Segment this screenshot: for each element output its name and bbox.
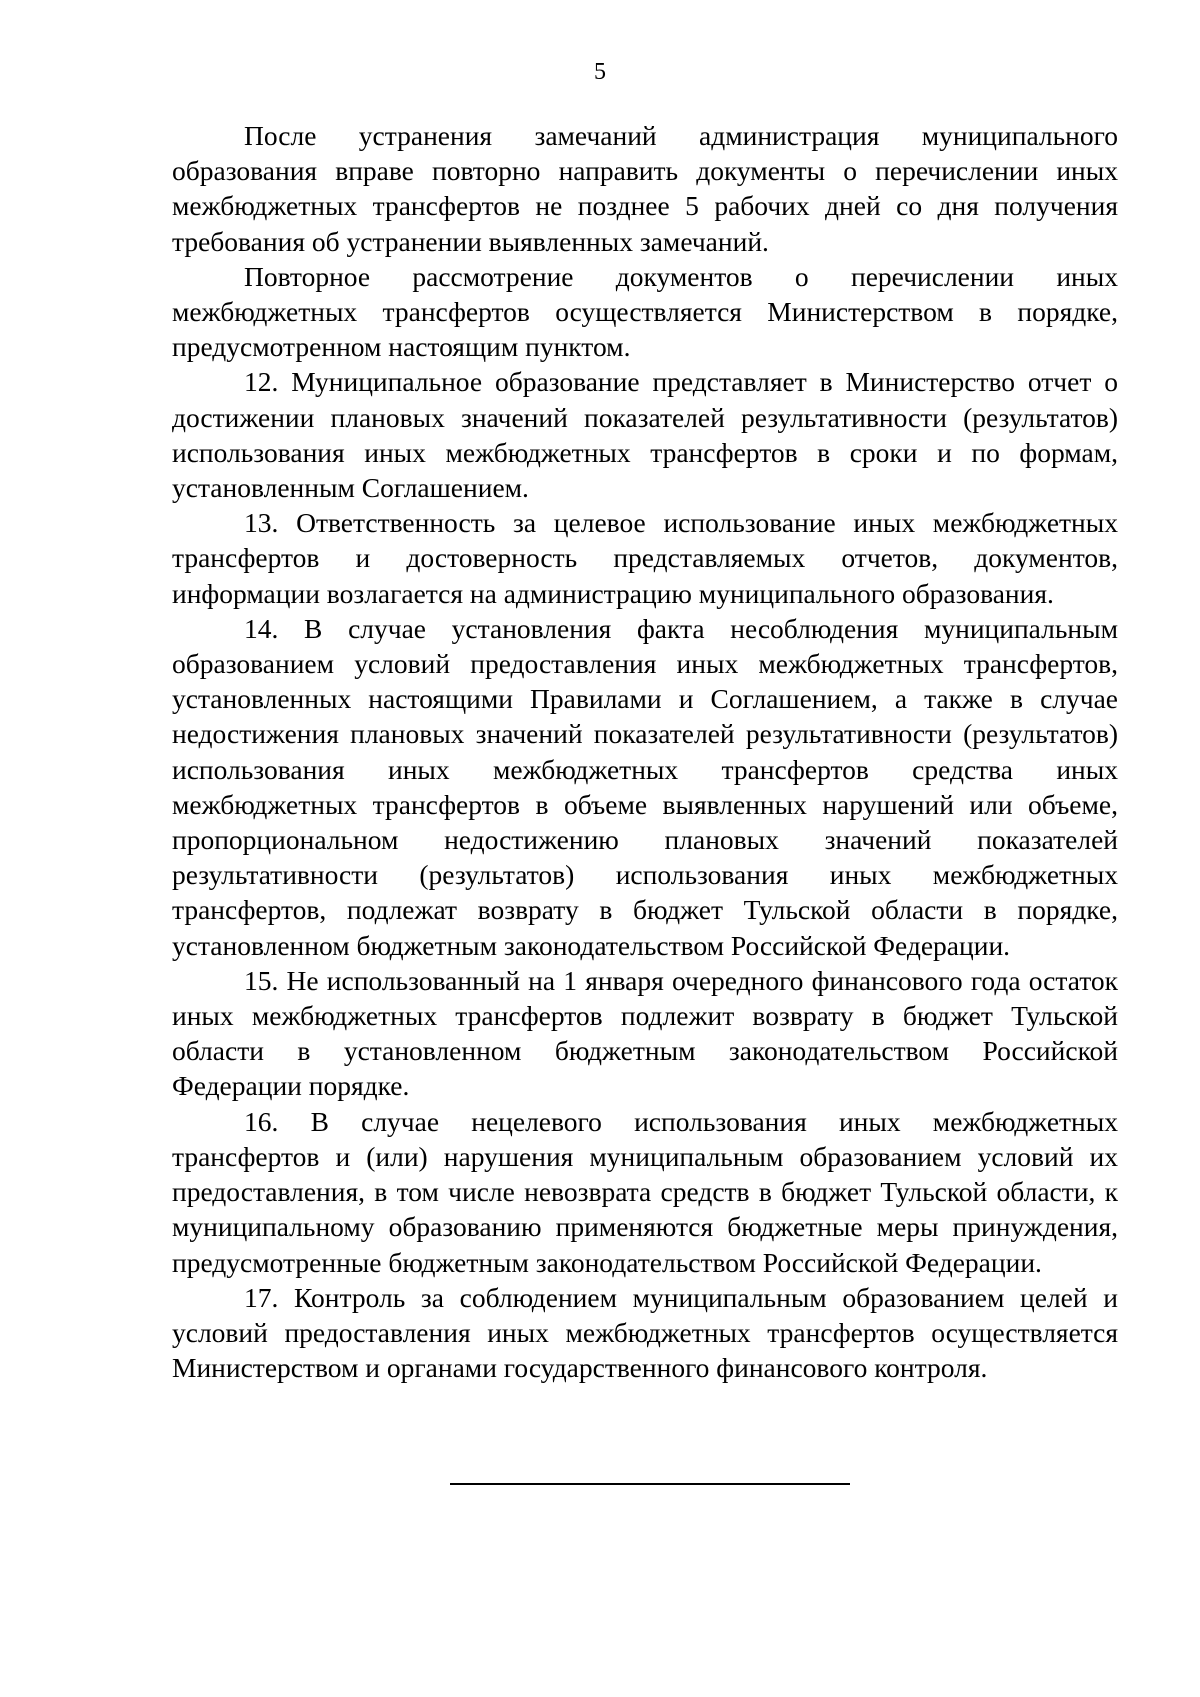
document-body (172, 118, 1118, 1385)
paragraph-resubmission: После устранения замечаний администрация муниципального образования вправе повторно направить документы о перечислении иных межбюджетных трансфертов не позднее 5 рабочих дней со дня получения требования об устранении выявленных замечаний. (172, 120, 1118, 257)
page-number: 5 (594, 59, 606, 85)
paragraph-item-15: 15. Не использованный на 1 января очередного финансового года остаток иных межбюджетных трансфертов подлежит возврату в бюджет Тульской области в установленном бюджетным законодательством Российской Федерации порядке. (172, 964, 1118, 1102)
end-separator-line (450, 1483, 850, 1485)
paragraph-item-12: 12. Муниципальное образование представляет в Министерство отчет о достижении плановых значений показателей результативности (результатов) использования иных межбюджетных трансфертов в сроки и по формам, установленным Соглашением. (172, 366, 1118, 504)
paragraph-item-14: 14. В случае установления факта несоблюдения муниципальным образованием условий предоставления иных межбюджетных трансфертов, установленных настоящими Правилами и Соглашением, а также в случае недостижения плановых значений показателей результативности (результатов) использования иных межбюджетных трансфертов средства иных межбюджетных трансфертов в объеме выявленных нарушений или объеме, пропорциональном недостижению плановых значений показателей результативности (результатов) использования иных межбюджетных трансфертов, подлежат возврату в бюджет Тульской области в порядке, установленном бюджетным законодательством Российской Федерации. (172, 612, 1118, 961)
paragraph-repeat-review: Повторное рассмотрение документов о перечислении иных межбюджетных трансфертов осуществляется Министерством в порядке, предусмотренном настоящим пунктом. (172, 260, 1118, 363)
paragraph-item-13: 13. Ответственность за целевое использование иных межбюджетных трансфертов и достоверность представляемых отчетов, документов, информации возлагается на администрацию муниципального образования. (172, 507, 1118, 609)
paragraph-item-16: 16. В случае нецелевого использования иных межбюджетных трансфертов и (или) нарушения муниципальным образованием условий их предоставления, в том числе невозврата средств в бюджет Тульской области, к муниципальному образованию применяются бюджетные меры принуждения, предусмотренные бюджетным законодательством Российской Федерации. (172, 1105, 1118, 1278)
paragraph-item-17: 17. Контроль за соблюдением муниципальным образованием целей и условий предоставления иных межбюджетных трансфертов осуществляется Министерством и органами государственного финансового контроля. (172, 1281, 1118, 1384)
